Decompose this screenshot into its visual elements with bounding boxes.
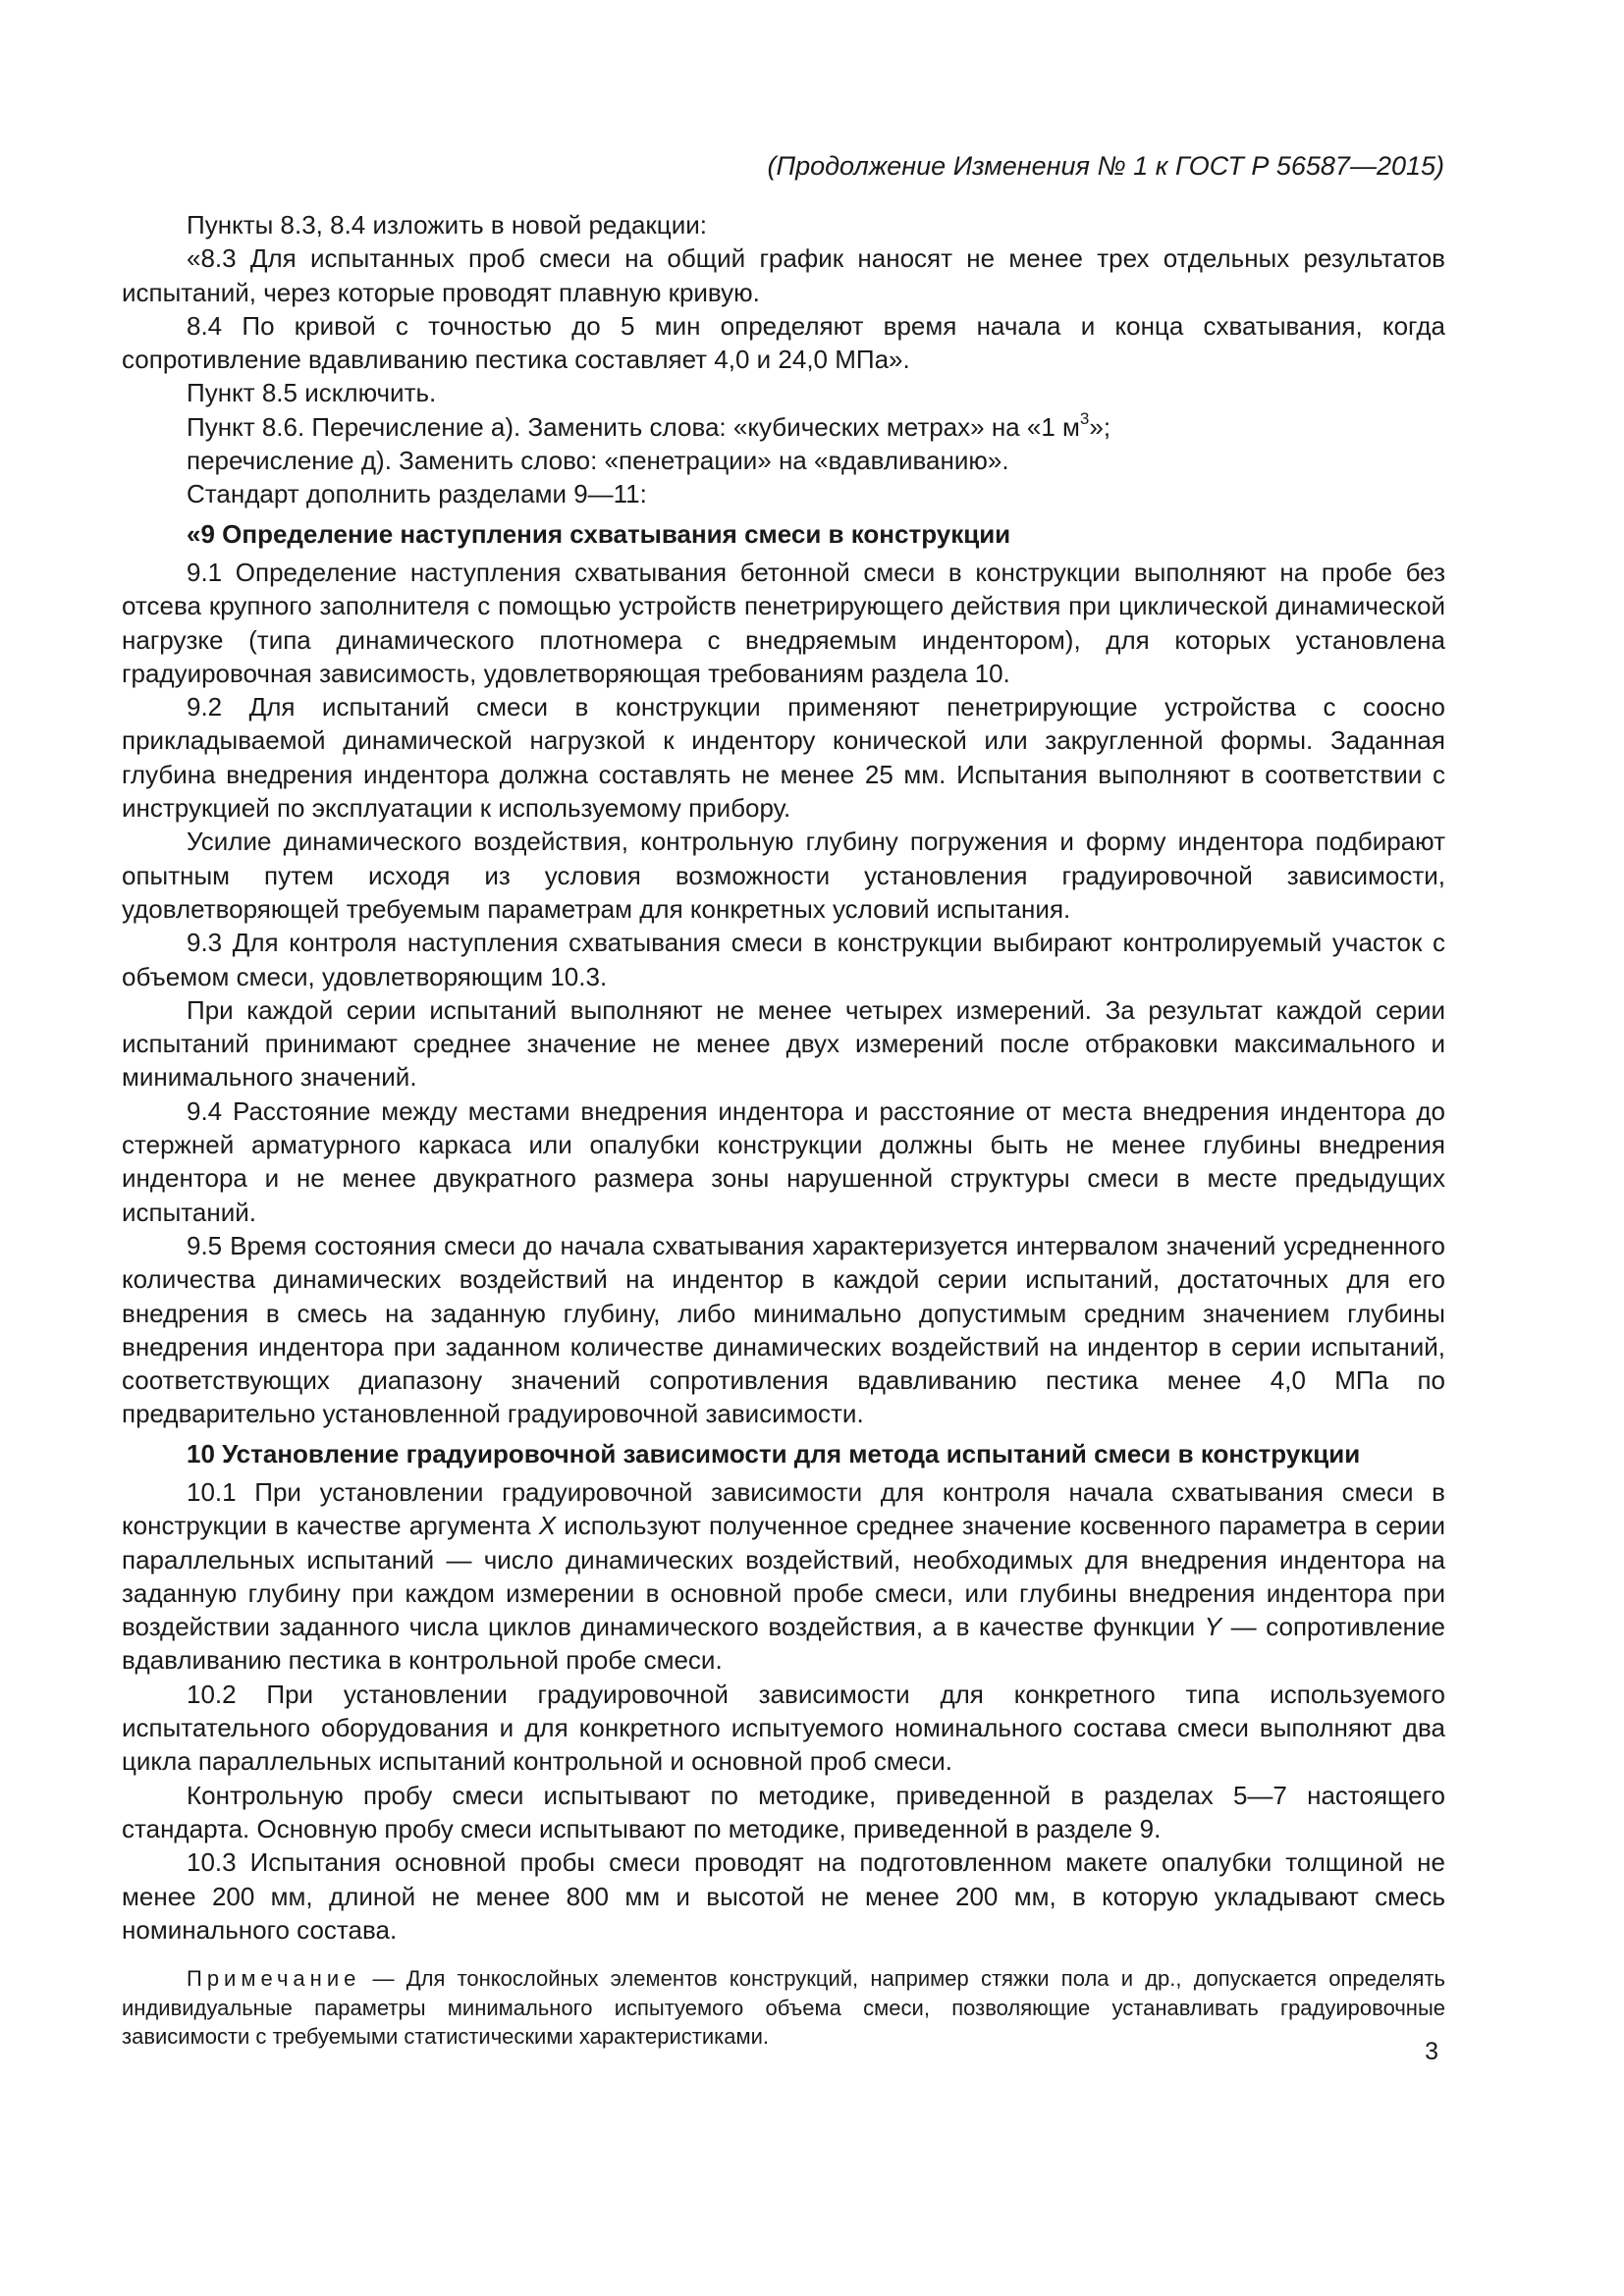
paragraph: 9.5 Время состояния смеси до начала схватывания характеризуется интервалом значений усредненного количества динамических воздействий на индентор в каждой серии испытаний, достаточных для его внедрения в смесь на заданную глубину, либо минимально допустимым средним значением глубины внедрения индентора при заданном количестве динамических воздействий на индентор в серии испытаний, соответствующих диапазону значений сопротивления вдавливанию пестика менее 4,0 МПа по предварительно установленной градуировочной зависимости. bbox=[122, 1230, 1445, 1429]
paragraph: 9.2 Для испытаний смеси в конструкции применяют пенетрирующие устройства с соосно прикладываемой динамической нагрузкой к индентору конической или закругленной формы. Заданная глубина внедрения индентора должна составлять не менее 25 мм. Испытания выполняют в соответствии с инструкцией по эксплуатации к используемому прибору. bbox=[122, 692, 1445, 824]
paragraph-text: »; bbox=[1089, 411, 1111, 442]
page-number: 3 bbox=[1425, 2038, 1438, 2065]
document-body bbox=[122, 208, 1445, 2052]
paragraph: 8.4 По кривой с точностью до 5 мин определяют время начала и конца схватывания, когда сопротивление вдавливанию пестика составляет 4,0 и 24,0 МПа». bbox=[122, 310, 1445, 375]
paragraph: Усилие динамического воздействия, контрольную глубину погружения и форму индентора подбирают опытным путем исходя из условия возможности установления градуировочной зависимости, удовлетворяющей требуемым параметрам для конкретных условий испытания. bbox=[122, 827, 1445, 924]
paragraph: «8.3 Для испытанных проб смеси на общий график наносят не менее трех отдельных результатов испытаний, через которые проводят плавную кривую. bbox=[122, 243, 1445, 307]
variable-y: Y bbox=[1204, 1612, 1222, 1642]
paragraph: 9.4 Расстояние между местами внедрения индентора и расстояние от места внедрения индентора до стержней арматурного каркаса или опалубки конструкции должны быть не менее глубины внедрения индентора и не менее двукратного размера зоны нарушенной структуры смеси в месте предыдущих испытаний. bbox=[122, 1095, 1445, 1227]
paragraph: 9.3 Для контроля наступления схватывания смеси в конструкции выбирают контролируемый участок с объемом смеси, удовлетворяющим 10.3. bbox=[122, 928, 1445, 991]
paragraph: Пункты 8.3, 8.4 изложить в новой редакции: bbox=[187, 210, 707, 240]
paragraph bbox=[122, 1475, 1445, 1678]
running-header: (Продолжение Изменения № 1 к ГОСТ Р 56587—2015) bbox=[767, 151, 1444, 181]
superscript: 3 bbox=[1079, 409, 1090, 429]
section-heading: «9 Определение наступления схватывания смеси в конструкции bbox=[187, 518, 1011, 549]
note-text: — Для тонкослойных элементов конструкций, например стяжки пола и др., допускается определять индивидуальные параметры минимального испытуемого объема смеси, позволяющие устанавливать градуировочные зависимости с требуемыми статистическими характеристиками. bbox=[122, 1966, 1445, 2050]
paragraph: 10.3 Испытания основной пробы смеси проводят на подготовленном макете опалубки толщиной не менее 200 мм, длиной не менее 800 мм и высотой не менее 200 мм, в которую укладывают смесь номинального состава. bbox=[122, 1847, 1445, 1945]
paragraph-text: используют полученное среднее значение косвенного параметра в серии параллельных испытаний — число динамических воздействий, необходимых для внедрения индентора на заданную глубину при каждом измерении в основной пробе смеси, или глубины внедрения индентора при воздействии заданного числа циклов динамического воздействия, а в качестве функции bbox=[122, 1511, 1445, 1642]
paragraph-text: 10.1 При установлении градуировочной зависимости для контроля начала схватывания смеси в конструкции в качестве аргумента bbox=[122, 1476, 1445, 1541]
paragraph bbox=[122, 410, 1445, 444]
section-heading: 10 Установление градуировочной зависимости для метода испытаний смеси в конструкции bbox=[187, 1438, 1361, 1468]
note-label: Примечание bbox=[187, 1966, 361, 1992]
paragraph: Стандарт дополнить разделами 9—11: bbox=[187, 479, 647, 509]
paragraph: При каждой серии испытаний выполняют не менее четырех измерений. За результат каждой серии испытаний принимают среднее значение не менее двух измерений после отбраковки максимального и минимального значений. bbox=[122, 994, 1445, 1093]
paragraph: 10.2 При установлении градуировочной зависимости для конкретного типа используемого испытательного оборудования и для конкретного испытуемого номинального состава смеси выполняют два цикла параллельных испытаний контрольной и основной проб смеси. bbox=[122, 1679, 1445, 1777]
paragraph-text: — сопротивление вдавливанию пестика в контрольной пробе смеси. bbox=[122, 1612, 1446, 1676]
variable-x: X bbox=[538, 1511, 557, 1541]
paragraph: перечисление д). Заменить слово: «пенетрации» на «вдавливанию». bbox=[187, 446, 1009, 476]
note bbox=[122, 1964, 1445, 2052]
paragraph-text: Пункт 8.6. Перечисление а). Заменить слова: «кубических метрах» на «1 м bbox=[187, 411, 1080, 442]
paragraph: Контрольную пробу смеси испытывают по методике, приведенной в разделах 5—7 настоящего стандарта. Основную пробу смеси испытывают по методике, приведенной в разделе 9. bbox=[122, 1780, 1445, 1843]
paragraph: 9.1 Определение наступления схватывания бетонной смеси в конструкции выполняют на пробе без отсева крупного заполнителя с помощью устройств пенетрирующего действия при циклической динамической нагрузке (типа динамического плотномера с внедряемым индентором), для которых установлена градуировочная зависимость, удовлетворяющая требованиям раздела 10. bbox=[122, 557, 1445, 688]
paragraph: Пункт 8.5 исключить. bbox=[187, 378, 437, 408]
